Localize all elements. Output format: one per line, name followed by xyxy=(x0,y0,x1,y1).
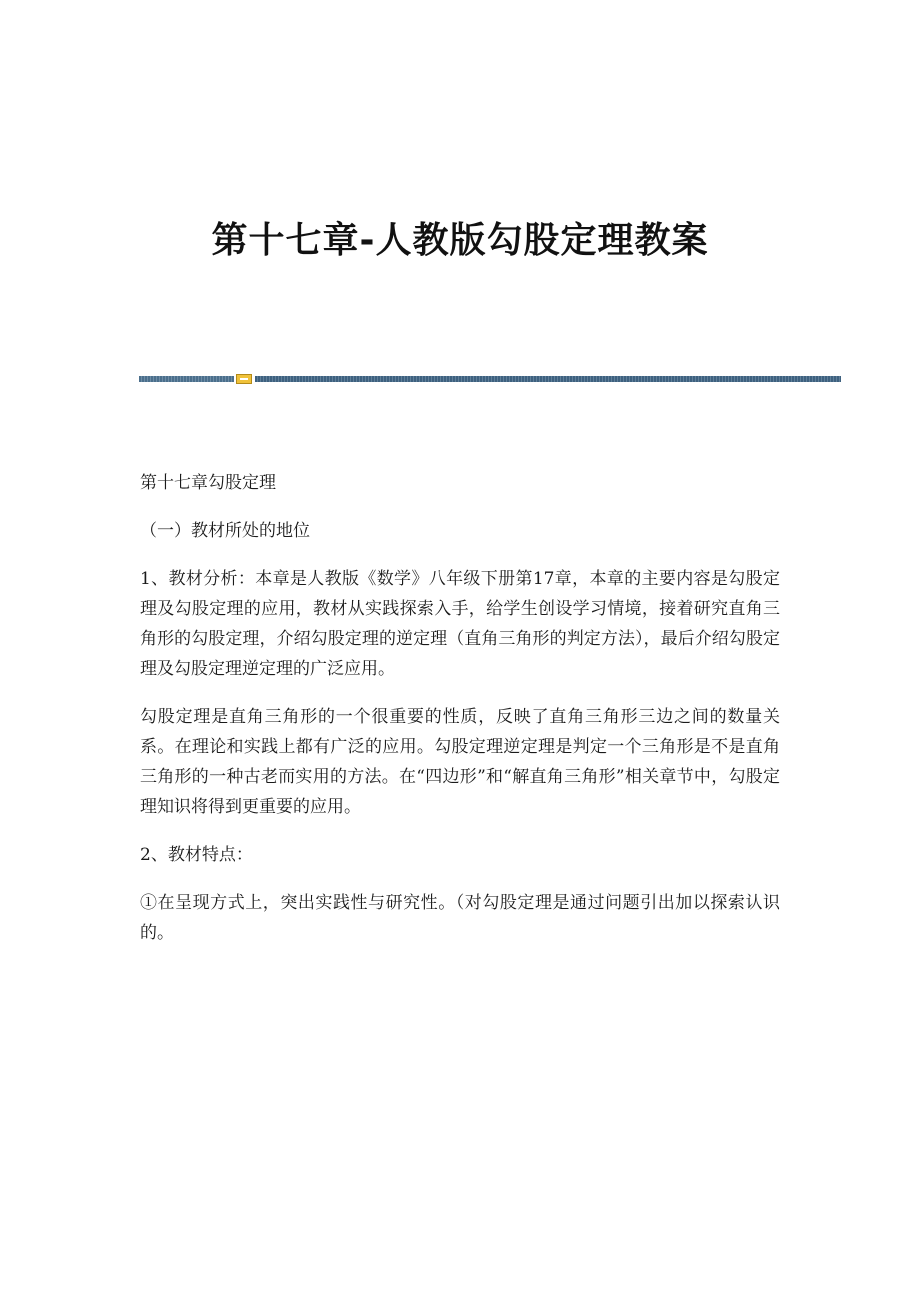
paragraph-significance: 勾股定理是直角三角形的一个很重要的性质，反映了直角三角形三边之间的数量关系。在理论和实践上都有广泛的应用。勾股定理逆定理是判定一个三角形是不是直角三角形的一种古老而实用的方法。在“四边形”和“解直角三角形”相关章节中，勾股定理知识将得到更重要的应用。 xyxy=(140,707,780,817)
subsection-heading: 2、教材特点： xyxy=(140,845,253,865)
document-title: 第十七章-人教版勾股定理教案 xyxy=(211,220,709,261)
section-heading: （一）教材所处的地位 xyxy=(140,521,310,541)
paragraph-feature-1: ①在呈现方式上，突出实践性与研究性。（对勾股定理是通过问题引出加以探索认识的。 xyxy=(140,893,780,943)
paragraph-analysis: 1、教材分析：本章是人教版《数学》八年级下册第17章，本章的主要内容是勾股定理及勾股定理的应用，教材从实践探索入手，给学生创设学习情境，接着研究直角三角形的勾股定理，介绍勾股定理的逆定理（直角三角形的判定方法），最后介绍勾股定理及勾股定理逆定理的广泛应用。 xyxy=(140,569,780,679)
divider-bar-right xyxy=(255,376,841,382)
divider-bar-left xyxy=(139,376,234,382)
chapter-heading: 第十七章勾股定理 xyxy=(140,473,276,493)
document-body xyxy=(140,468,780,966)
title-divider xyxy=(139,375,841,383)
divider-ornament-icon xyxy=(236,374,252,384)
